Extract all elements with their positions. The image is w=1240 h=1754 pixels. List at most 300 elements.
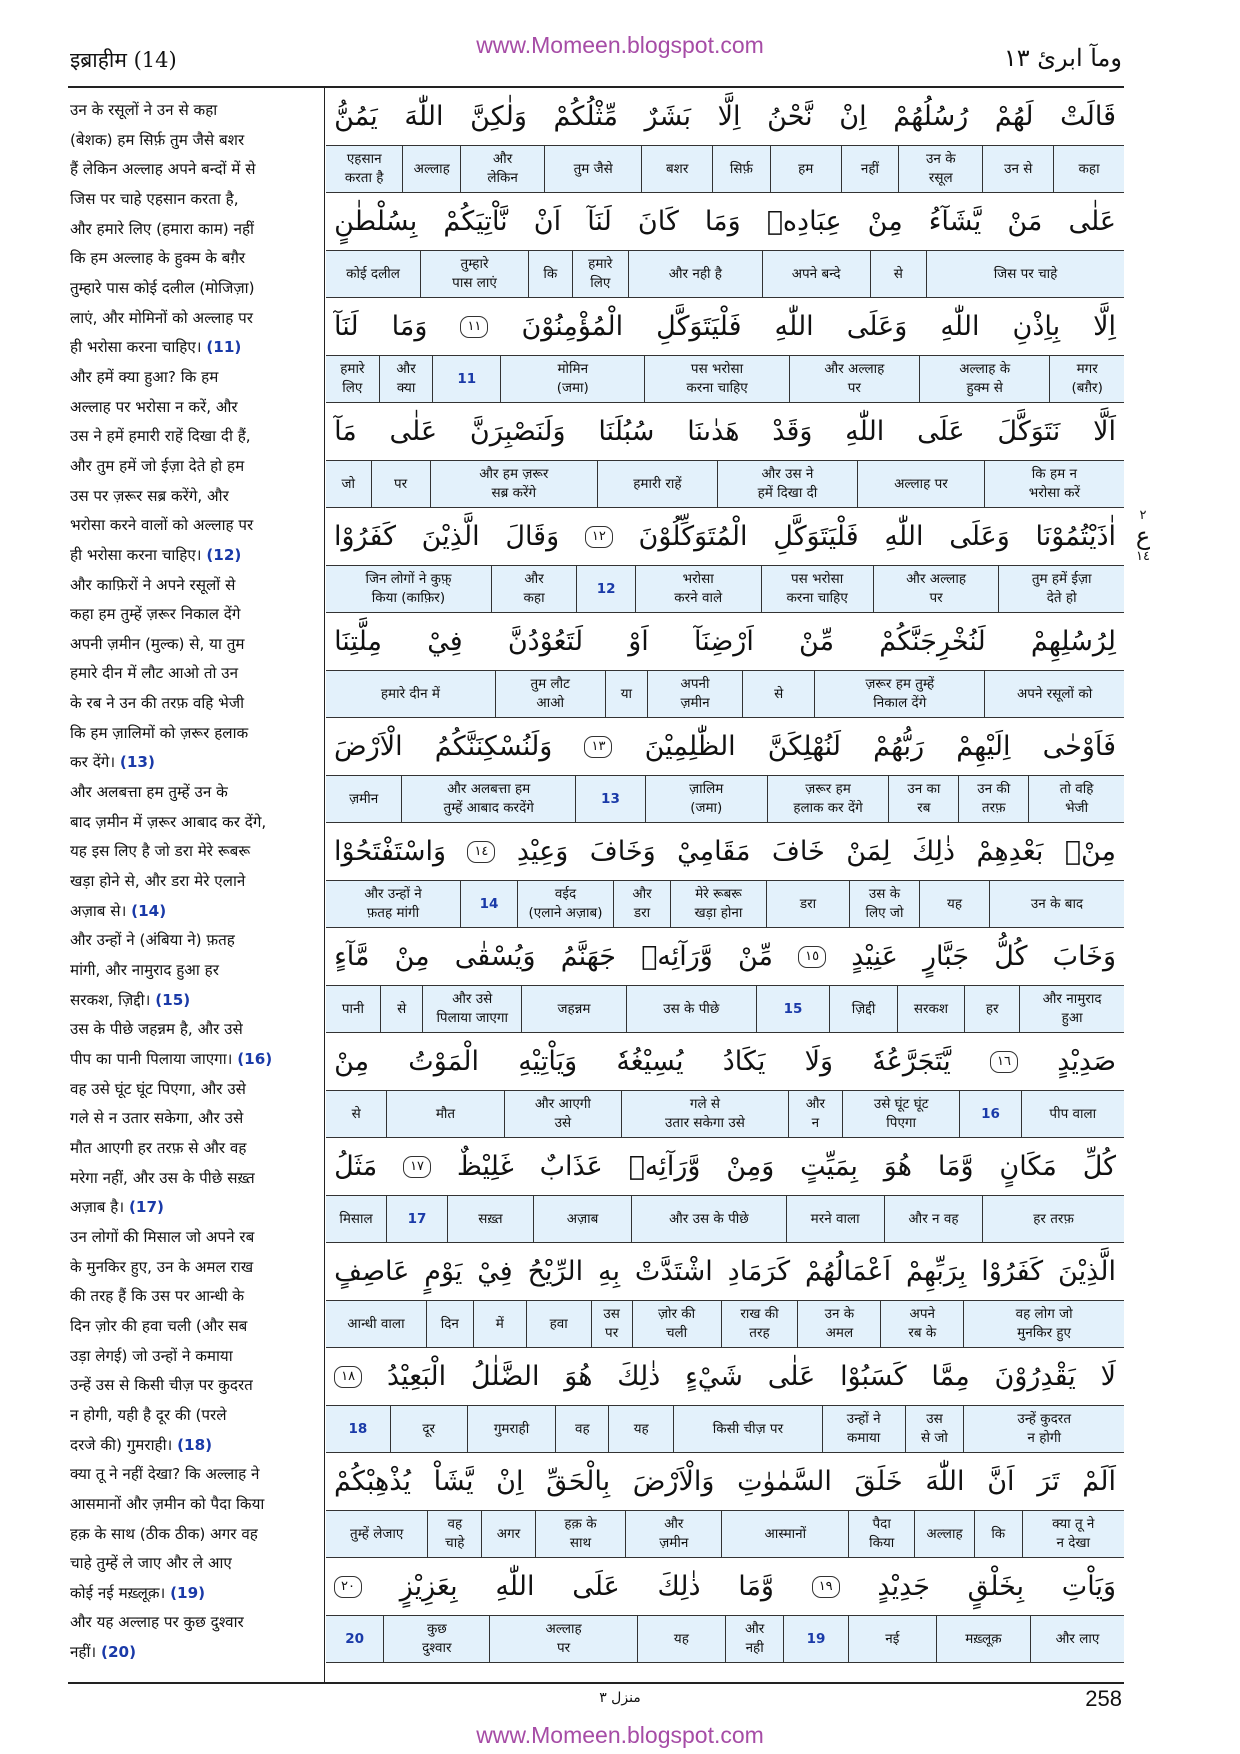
gloss-cell: बशर	[641, 146, 712, 192]
arabic-word: سُبُلَنَا	[598, 416, 655, 447]
arabic-word: عَاصِفٍ	[334, 1256, 410, 1287]
arabic-word: يَّتَجَرَّعُهٗ	[872, 1046, 951, 1077]
translation-line	[70, 1460, 314, 1490]
arabic-word: مِنْ	[334, 1046, 370, 1077]
arabic-word: مَثَلُ	[334, 1151, 378, 1182]
translation-text: मांगी, और नामुराद हुआ हर	[70, 961, 219, 980]
arabic-line	[326, 1138, 1124, 1195]
gloss-cell: जिन लोगों ने कुफ़् किया (काफ़िर)	[365, 571, 452, 606]
translation-text: तुम्हारे पास कोई दलील (मोजिज़ा)	[70, 278, 255, 297]
gloss-cell: अल्लाह पर	[857, 461, 984, 507]
gloss-cell: और नही	[725, 1616, 783, 1662]
ayah-end-marker: ١٣	[584, 736, 612, 758]
arabic-word: عِبَادِهٖ	[766, 206, 842, 237]
arabic-word: وَيَاْتِ	[1061, 1571, 1116, 1602]
gloss-row	[326, 1510, 1124, 1558]
gloss-cell: और उस ने हमें दिखा दी	[717, 461, 857, 507]
gloss-cell: या	[605, 671, 647, 717]
verse-number: (17)	[128, 1198, 164, 1217]
gloss-cell: मरने वाला	[786, 1196, 884, 1242]
arabic-word: كُلُّ	[994, 941, 1028, 972]
arabic-word: اِنْ	[839, 101, 867, 132]
arabic-word: وَمَا	[704, 206, 741, 237]
gloss-cell: उन से	[982, 146, 1053, 192]
translation-text: खड़ा होने से, और डरा मेरे एलाने	[70, 872, 246, 891]
gloss-verse-number: 19	[783, 1616, 847, 1662]
translation-line	[70, 393, 314, 423]
arabic-word: اٰذَيْتُمُوْنَا	[1035, 521, 1116, 552]
gloss-cell: जहन्नम	[521, 986, 626, 1032]
arabic-word: اللّٰهَ	[404, 101, 444, 132]
arabic-line	[326, 298, 1124, 355]
gloss-cell: तुम जैसे	[544, 146, 641, 192]
gloss-cell: पर	[371, 461, 430, 507]
translation-text: अपनी ज़मीन (मुल्क) से, या तुम	[70, 634, 245, 653]
gloss-cell: और उस के पीछे	[631, 1196, 785, 1242]
gloss-cell: अपनी ज़मीन	[647, 671, 742, 717]
translation-line	[70, 126, 314, 156]
arabic-word: نَّاْتِيَكُمْ	[443, 206, 508, 237]
arabic-word: يَّشَاْ	[433, 1466, 474, 1497]
arabic-word: اِلَّا	[717, 101, 741, 132]
gloss-cell: उस पर	[591, 1301, 632, 1347]
gloss-cell: ज़िद्दी	[829, 986, 896, 1032]
arabic-line	[326, 88, 1124, 145]
gloss-cell: उस के लिए जो	[849, 881, 919, 927]
translation-text: उड़ा लेगई) जो उन्हों ने कमाया	[70, 1346, 233, 1365]
gloss-cell: वह लोग जो मुनकिर हुए	[963, 1301, 1124, 1347]
translation-line	[70, 837, 314, 867]
gloss-verse-number: 18	[348, 1420, 368, 1437]
arabic-word: وَعَلَى	[846, 311, 908, 342]
translation-text: वह उसे घूंट घूंट पिएगा, और उसे	[70, 1079, 246, 1098]
arabic-word: وَقَالَ	[505, 521, 560, 552]
arabic-word: لَنُخْرِجَنَّكُمْ	[879, 626, 986, 657]
translation-text: आसमानों और ज़मीन को पैदा किया	[70, 1494, 265, 1513]
translation-line	[70, 867, 314, 897]
arabic-word: بِخَلْقٍ	[967, 1571, 1025, 1602]
gloss-cell: और ज़मीन	[625, 1511, 721, 1557]
translation-line	[70, 1164, 314, 1194]
gloss-cell: आस्मानों	[721, 1511, 848, 1557]
arabic-word: نَّحْنُ	[767, 101, 813, 132]
arabic-word: اللّٰهَ	[925, 1466, 965, 1497]
gloss-cell: हमारे दीन में	[380, 685, 440, 702]
gloss-cell: दिन	[426, 1301, 473, 1347]
gloss-cell: और अल्लाह पर	[873, 566, 999, 612]
translation-line	[70, 1134, 314, 1164]
arabic-word: عَلٰى	[767, 1361, 816, 1392]
gloss-cell: अगर	[481, 1511, 535, 1557]
gloss-cell: मख़्लूक़	[936, 1616, 1030, 1662]
arabic-word: عَلٰى	[389, 416, 438, 447]
translation-line	[70, 956, 314, 986]
translation-text: उस के पीछे जहन्नम है, और उसे	[70, 1020, 243, 1039]
gloss-cell: मोमिन (जमा)	[500, 356, 644, 402]
translation-text: उन लोगों की मिसाल जो अपने रब	[70, 1227, 255, 1246]
translation-line	[70, 1015, 314, 1045]
translation-text: न होगी, यही है दूर की (परले	[70, 1405, 227, 1424]
arabic-word: اللّٰهِ	[495, 1571, 535, 1602]
gloss-row	[326, 985, 1124, 1033]
arabic-word: كَفَرُوْا	[334, 521, 396, 552]
gloss-cell: यह	[919, 881, 989, 927]
arabic-word: وَخَابَ	[1052, 941, 1116, 972]
arabic-word: غَلِيْظٌ	[456, 1151, 514, 1182]
translation-text: की तरह हैं कि उस पर आन्धी के	[70, 1287, 245, 1306]
arabic-word: وَّرَآئِهٖ	[641, 941, 713, 972]
translation-line	[70, 1490, 314, 1520]
ayah-end-marker: ١٨	[334, 1366, 362, 1388]
arabic-word: مِّثْلُكُمْ	[553, 101, 618, 132]
gloss-cell: हमारी राहें	[597, 461, 717, 507]
gloss-cell: अल्लाह पर	[489, 1616, 636, 1662]
gloss-cell: उन्हों ने कमाया	[822, 1406, 905, 1452]
gloss-cell: कि हम न भरोसा करें	[984, 461, 1124, 507]
arabic-word: اَلَمْ	[1082, 1466, 1116, 1497]
gloss-verse-number: 16	[959, 1091, 1020, 1137]
arabic-word: قَالَتْ	[1060, 101, 1116, 132]
arabic-word: اللّٰهِ	[845, 416, 885, 447]
translation-text: दरजे की) गुमराही।	[70, 1435, 173, 1454]
gloss-cell: मगर (बग़ैर)	[1049, 356, 1124, 402]
translation-line	[70, 1431, 314, 1461]
arabic-word: يَّشَآءُ	[928, 206, 982, 237]
arabic-word: وَمِنْ	[726, 1151, 775, 1182]
gloss-cell: और न वह	[884, 1196, 982, 1242]
arabic-word: بِمَيِّتٍ	[800, 1151, 858, 1182]
site-url-bottom: www.Momeen.blogspot.com	[476, 1722, 764, 1748]
gloss-cell: और लाए	[1030, 1616, 1124, 1662]
gloss-cell: कि	[528, 251, 572, 297]
arabic-word: كَانَ	[637, 206, 679, 237]
arabic-word: مَقَامِيْ	[677, 836, 751, 867]
arabic-word: يُذْهِبْكُمْ	[334, 1466, 411, 1497]
gloss-cell: तुम लौट आओ	[495, 671, 605, 717]
site-url-top: www.Momeen.blogspot.com	[476, 32, 764, 58]
gloss-cell: हक़ के साथ	[535, 1511, 625, 1557]
translation-text: और काफ़िरों ने अपने रसूलों से	[70, 575, 236, 594]
gloss-cell: राख की तरह	[721, 1301, 798, 1347]
translation-line	[70, 897, 314, 927]
arabic-word: اللّٰهِ	[774, 311, 814, 342]
gloss-cell: तुम्हारे पास लाएं	[420, 251, 528, 297]
translation-line	[70, 155, 314, 185]
arabic-word: بِهِ	[598, 1256, 621, 1287]
translation-text: गले से न उतार सकेगा, और उसे	[70, 1109, 244, 1128]
arabic-word: الَّذِيْنَ	[421, 521, 480, 552]
arabic-word: فِيْ	[477, 1256, 513, 1287]
gloss-cell: मौत	[386, 1091, 503, 1137]
gloss-cell: सिर्फ़	[712, 146, 770, 192]
gloss-cell: ज़ालिम (जमा)	[645, 776, 767, 822]
gloss-cell: कुछ दुश्वार	[383, 1616, 489, 1662]
translation-text: हक़ के साथ (ठीक ठीक) अगर वह	[70, 1524, 258, 1543]
translation-line	[70, 363, 314, 393]
arabic-line	[326, 1558, 1124, 1615]
gloss-cell: मेरे रूबरू खड़ा होना	[670, 881, 766, 927]
arabic-word: وَخَافَ	[589, 836, 656, 867]
translation-text: कर देंगे।	[70, 753, 116, 772]
translation-text: दिन ज़ोर की हवा चली (और सब	[70, 1316, 248, 1335]
arabic-word: لَا	[1100, 1361, 1116, 1392]
arabic-word: نَتَوَكَّلَ	[997, 416, 1061, 447]
arabic-word: وَيَاْتِيْهِ	[518, 1046, 578, 1077]
arabic-word: اَنَّ	[987, 1466, 1015, 1497]
translation-line	[70, 1371, 314, 1401]
verse-number: (14)	[131, 901, 167, 920]
gloss-verse-number: 12	[576, 566, 635, 612]
arabic-word: كُلِّ	[1082, 1151, 1116, 1182]
translation-text: ही भरोसा करना चाहिए।	[70, 545, 202, 564]
translation-line	[70, 630, 314, 660]
arabic-word: وَمَا	[391, 311, 428, 342]
gloss-cell: उसे घूंट घूंट पिएगा	[842, 1091, 959, 1137]
gloss-cell: पानी	[341, 1000, 365, 1017]
translation-text: अज़ाब है।	[70, 1198, 125, 1217]
translation-text: भरोसा करने वालों को अल्लाह पर	[70, 516, 254, 535]
arabic-line	[326, 1348, 1124, 1405]
gloss-cell: पैदा किया	[848, 1511, 914, 1557]
gloss-cell: उस के पीछे	[626, 986, 756, 1032]
arabic-word: لَنُهْلِكَنَّ	[767, 731, 842, 762]
translation-text: और यह अल्लाह पर कुछ दुश्वार	[70, 1613, 244, 1632]
arabic-word: جَهَنَّمُ	[560, 941, 616, 972]
translation-line	[70, 541, 314, 571]
gloss-cell: हमारे लिए	[340, 361, 365, 396]
gloss-cell: वईद (एलाने अज़ाब)	[517, 881, 613, 927]
translation-text: उस ने हमें हमारी राहें दिखा दी हैं,	[70, 427, 251, 446]
gloss-row	[326, 145, 1124, 193]
gloss-cell: तुम हमें ईज़ा देते हो	[998, 566, 1124, 612]
translation-line	[70, 1520, 314, 1550]
translation-text: कहा हम तुम्हें ज़रूर निकाल देंगे	[70, 605, 241, 624]
gloss-verse-number: 17	[386, 1196, 447, 1242]
verse-number: (15)	[155, 990, 191, 1009]
arabic-word: يَكَادُ	[722, 1046, 766, 1077]
arabic-word: لَنَآ	[587, 206, 612, 237]
gloss-cell: जो	[341, 475, 356, 492]
translation-text: क्या तू ने नहीं देखा? कि अल्लाह ने	[70, 1465, 260, 1484]
ruku-marker	[1128, 508, 1158, 564]
arabic-word: وَّمَا	[738, 1571, 774, 1602]
arabic-line	[326, 1453, 1124, 1510]
gloss-cell: हर	[964, 986, 1019, 1032]
arabic-word: مِنْ	[394, 941, 430, 972]
arabic-word: جَبَّارٍ	[922, 941, 970, 972]
gloss-cell: कि	[974, 1511, 1022, 1557]
gloss-cell: तुम्हें लेजाए	[350, 1525, 404, 1542]
gloss-cell: सख़्त	[447, 1196, 533, 1242]
arabic-word: عَنِيْدٍ	[851, 941, 898, 972]
arabic-word: مَّآءٍ	[334, 941, 370, 972]
gloss-cell: और क्या	[379, 356, 433, 402]
gloss-cell: अल्लाह के हुक्म से	[919, 356, 1049, 402]
arabic-word: مَآ	[334, 416, 357, 447]
gloss-cell: ज़ोर की चली	[632, 1301, 721, 1347]
gloss-cell: और आएगी उसे	[504, 1091, 621, 1137]
word-by-word-grid	[326, 88, 1124, 1663]
arabic-word: وَلَنَصْبِرَنَّ	[469, 416, 566, 447]
translation-line	[70, 274, 314, 304]
gloss-row	[326, 1300, 1124, 1348]
arabic-word: عَلَى	[917, 416, 965, 447]
gloss-cell: पीप वाला	[1021, 1091, 1124, 1137]
arabic-word: شَيْءٍ	[685, 1361, 743, 1392]
arabic-line	[326, 1243, 1124, 1300]
gloss-cell: में	[473, 1301, 526, 1347]
arabic-word: اللّٰهِ	[884, 521, 924, 552]
arabic-word: وَالْاَرْضَ	[632, 1466, 715, 1497]
arabic-word: الظّٰلِمِيْنَ	[644, 731, 736, 762]
gloss-cell: कोई दलील	[346, 265, 400, 282]
gloss-row	[326, 775, 1124, 823]
translation-text: नहीं।	[70, 1643, 97, 1662]
arabic-word: بَعْدِهِمْ	[976, 836, 1044, 867]
gloss-row	[326, 1195, 1124, 1243]
gloss-cell: और न	[788, 1091, 842, 1137]
translation-line	[70, 1401, 314, 1431]
arabic-word: ذٰلِكَ	[912, 836, 956, 867]
manzil-label: منزل ٣	[599, 1690, 641, 1706]
translation-line	[70, 1608, 314, 1638]
translation-text: और अलबत्ता हम तुम्हें उन के	[70, 783, 228, 802]
arabic-word: بِرَبِّهِمْ	[905, 1256, 967, 1287]
arabic-word: يَمُنُّ	[334, 101, 378, 132]
arabic-word: اِنْ	[496, 1466, 524, 1497]
translation-line	[70, 1075, 314, 1105]
translation-text: कि हम ज़ालिमों को ज़रूर हलाक	[70, 723, 249, 742]
gloss-verse-number: 11	[432, 356, 500, 402]
gloss-cell: अल्लाह	[914, 1511, 974, 1557]
arabic-word: يَقْدِرُوْنَ	[994, 1361, 1076, 1392]
arabic-word: مِّنْ	[799, 626, 835, 657]
translation-line	[70, 333, 314, 363]
translation-text: लाएं, और मोमिनों को अल्लाह पर	[70, 308, 253, 327]
arabic-word: رَبُّهُمْ	[873, 731, 925, 762]
gloss-cell: ज़मीन	[349, 790, 379, 807]
gloss-cell: और नही है	[628, 251, 762, 297]
translation-text: उस पर ज़रूर सब्र करेंगे, और	[70, 486, 229, 505]
translation-text: अज़ाब से।	[70, 901, 127, 920]
gloss-cell: तो वहि भेजी	[1028, 776, 1124, 822]
translation-line	[70, 1045, 314, 1075]
gloss-cell: वह	[555, 1406, 608, 1452]
arabic-word: تَرَ	[1037, 1466, 1060, 1497]
translation-text: और हमारे लिए (हमारा काम) नहीं	[70, 219, 254, 238]
arabic-word: لِرُسُلِهِمْ	[1030, 626, 1116, 657]
ruku-count: ١٤	[1136, 549, 1150, 564]
translation-line	[70, 422, 314, 452]
translation-text: यह इस लिए है जो डरा मेरे रूबरू	[70, 842, 251, 861]
surah-name-hindi: इब्राहीम (14)	[70, 48, 177, 72]
translation-line	[70, 778, 314, 808]
arabic-line	[326, 613, 1124, 670]
arabic-word: اَنْ	[533, 206, 562, 237]
gloss-cell: उन के अमल	[797, 1301, 880, 1347]
translation-text: कोई नई मख़्लूक़।	[70, 1583, 166, 1602]
arabic-word: بِاِذْنِ	[1012, 311, 1061, 342]
gloss-cell: उन का रब	[888, 776, 958, 822]
gloss-cell: यह	[637, 1616, 725, 1662]
translation-text: बाद ज़मीन में ज़रूर आबाद कर देंगे,	[70, 812, 267, 831]
arabic-word: وَعَلَى	[949, 521, 1010, 552]
arabic-word: لِمَنْ	[846, 836, 891, 867]
translation-text: के मुनकिर हुए, उन के अमल राख	[70, 1257, 254, 1276]
gloss-cell: नई	[848, 1616, 936, 1662]
hindi-translation-column	[70, 96, 314, 1668]
arabic-line	[326, 718, 1124, 775]
arabic-word: الْمَوْتُ	[408, 1046, 480, 1077]
arabic-word: مَنْ	[1007, 206, 1043, 237]
translation-text: ही भरोसा करना चाहिए।	[70, 338, 202, 357]
verse-number: (13)	[119, 753, 155, 772]
page-number: 258	[1085, 1686, 1122, 1711]
arabic-word: فَلْيَتَوَكَّلِ	[773, 521, 859, 552]
translation-line	[70, 1579, 314, 1609]
gloss-row	[326, 1405, 1124, 1453]
gloss-cell: और हम ज़रूर सब्र करेंगे	[430, 461, 597, 507]
column-divider	[324, 87, 325, 1682]
arabic-word: السَّمٰوٰتِ	[737, 1466, 832, 1497]
gloss-cell: हम	[770, 146, 841, 192]
gloss-cell: उन के बाद	[989, 881, 1124, 927]
arabic-word: وَلَنُسْكِنَنَّكُمُ	[434, 731, 553, 762]
translation-line	[70, 452, 314, 482]
translation-text: अल्लाह पर भरोसा न करें, और	[70, 397, 238, 416]
gloss-cell: से	[742, 671, 814, 717]
gloss-cell: हमारे लिए	[572, 251, 628, 297]
gloss-cell: क्या तू ने न देखा	[1022, 1511, 1124, 1557]
arabic-line	[326, 1033, 1124, 1090]
arabic-word: مِنْ	[867, 206, 903, 237]
verse-number: (20)	[101, 1643, 137, 1662]
arabic-word: يُسِيْغُهٗ	[616, 1046, 684, 1077]
ayah-end-marker: ١٧	[403, 1156, 431, 1178]
arabic-word: الْمُتَوَكِّلُوْنَ	[638, 521, 748, 552]
translation-line	[70, 96, 314, 126]
arabic-word: مَكَانٍ	[999, 1151, 1057, 1182]
gloss-cell: पस भरोसा करना चाहिए	[761, 566, 873, 612]
arabic-word: اَرْضِنَآ	[694, 626, 754, 657]
arabic-word: اَعْمَالُهُمْ	[805, 1256, 892, 1287]
gloss-cell: से	[380, 986, 422, 1032]
arabic-word: وَيُسْقٰى	[454, 941, 536, 972]
translation-line	[70, 926, 314, 956]
arabic-word: خَافَ	[771, 836, 825, 867]
arabic-word: لَنَآ	[334, 311, 359, 342]
gloss-cell: डरा	[766, 881, 849, 927]
gloss-row	[326, 460, 1124, 508]
translation-text: (बेशक) हम सिर्फ़ तुम जैसे बशर	[70, 130, 245, 149]
translation-text: हमारे दीन में लौट आओ तो उन	[70, 664, 239, 683]
gloss-cell: और अल्लाह पर	[789, 356, 919, 402]
gloss-verse-number: 20	[345, 1630, 365, 1647]
gloss-cell: कहा	[1053, 146, 1124, 192]
arabic-word: الَّذِيْنَ	[1058, 1256, 1116, 1287]
arabic-word: فَاَوْحٰى	[1042, 731, 1116, 762]
gloss-cell: गले से उतार सकेगा उसे	[621, 1091, 788, 1137]
gloss-cell: हर तरफ़	[982, 1196, 1124, 1242]
gloss-cell: किसी चीज़ पर	[673, 1406, 822, 1452]
gloss-cell: और उसे पिलाया जाएगा	[422, 986, 521, 1032]
arabic-word: الْاَرْضَ	[334, 731, 403, 762]
arabic-word: ذٰلِكَ	[657, 1571, 701, 1602]
arabic-word: وَاسْتَفْتَحُوْا	[334, 836, 446, 867]
gloss-cell: और कहा	[491, 566, 576, 612]
gloss-cell: जिस पर चाहे	[926, 251, 1124, 297]
arabic-line	[326, 403, 1124, 460]
